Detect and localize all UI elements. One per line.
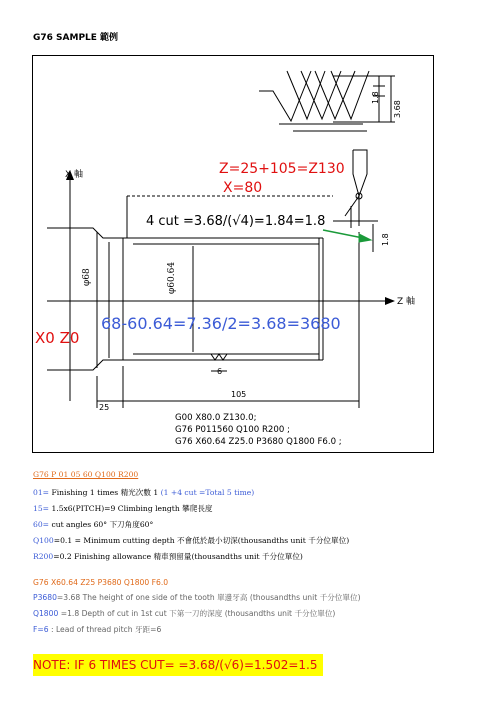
dia-68-label: φ68	[82, 268, 92, 286]
dim-6: 6	[217, 367, 223, 376]
explain-text: =1.8 Depth of cut in 1st cut 下第一刀的深度 (thousandths unit 千分位單位)	[58, 609, 336, 618]
dim-105: 105	[231, 390, 247, 399]
cut-formula: 4 cut =3.68/(√4)=1.84=1.8	[146, 214, 326, 229]
g76-drawing	[32, 55, 434, 453]
g76-header: G76 P 01 05 60 Q100 R200	[33, 470, 139, 479]
param-code: 01=	[33, 488, 50, 497]
param-60	[33, 519, 153, 530]
explain-q1800	[33, 608, 335, 619]
explain-code: F=6	[33, 625, 49, 634]
param-code: Q100	[33, 536, 54, 545]
program-line-3: G76 X60.64 Z25.0 P3680 Q1800 F6.0 ;	[175, 437, 342, 447]
dia-6064-label: φ60.64	[167, 261, 177, 294]
program-line-1: G00 X80.0 Z130.0;	[175, 413, 257, 423]
explain-code: Q1800	[33, 609, 59, 618]
explain-p3680	[33, 592, 361, 603]
explain-text: =3.68 The height of one side of the tooth 單邊牙高 (thousandths unit 千分位單位)	[56, 593, 361, 602]
note-banner: NOTE: IF 6 TIMES CUT= =3.68/(√6)=1.502=1.5	[33, 654, 323, 676]
origin-label: X0 Z0	[35, 329, 80, 347]
param-code: 15=	[33, 504, 50, 513]
param-text: =0.2 Finishing allowance 精車預留量(thousandths unit 千分位單位)	[53, 552, 303, 561]
param-15	[33, 503, 213, 514]
explain-text: : Lead of thread pitch 牙距=6	[48, 625, 162, 634]
z-axis-label: Z 軸	[397, 297, 416, 307]
explain-code: P3680	[33, 593, 57, 602]
dim-3-68: 3.68	[393, 100, 402, 118]
param-text: cut angles 60° 下刀角度60°	[49, 520, 154, 529]
x-value: X=80	[223, 180, 263, 196]
program-line-2: G76 P011560 Q100 R200 ;	[175, 425, 290, 435]
z-formula: Z=25+105=Z130	[219, 161, 345, 177]
param-extra: (1 +4 cut =Total 5 time)	[158, 488, 255, 497]
param-text: Finishing 1 times 精光次數 1	[49, 488, 159, 497]
explain-f6	[33, 624, 161, 635]
cut-arrow	[323, 230, 371, 242]
dim-25: 25	[99, 403, 110, 412]
depth-formula: 68-60.64=7.36/2=3.68=3680	[101, 314, 341, 333]
x-axis-label: X 軸	[65, 170, 84, 180]
param-r200	[33, 551, 303, 562]
g76-line-2: G76 X60.64 Z25 P3680 Q1800 F6.0	[33, 578, 169, 587]
z-axis-arrow	[385, 297, 395, 305]
dim-1-8-right: 1.8	[381, 233, 390, 246]
dim-1-8-top: 1.8	[371, 91, 380, 104]
param-01	[33, 487, 254, 498]
param-q100	[33, 535, 349, 546]
cutting-tool	[345, 150, 367, 228]
page-title: G76 SAMPLE 範例	[33, 33, 119, 43]
param-text: 1.5x6(PITCH)=9 Climbing length 攀爬長度	[49, 504, 213, 513]
param-code: R200	[33, 552, 54, 561]
param-text: =0.1 = Minimum cutting depth 不會低於最小切深(thousandths unit 千分位單位)	[53, 536, 350, 545]
param-code: 60=	[33, 520, 50, 529]
